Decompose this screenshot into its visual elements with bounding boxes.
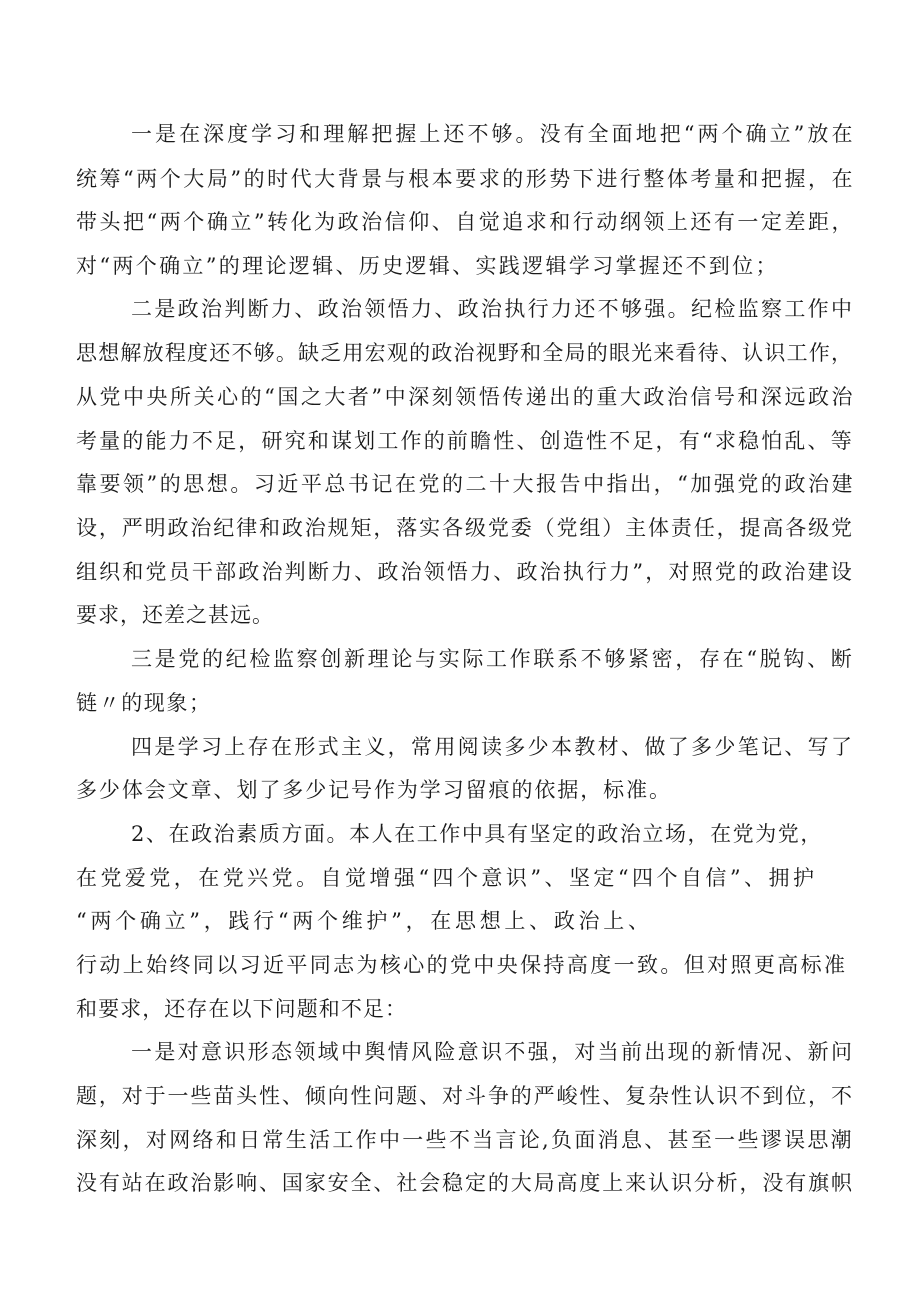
text-line: 统筹“两个大局”的时代大背景与根本要求的形势下进行整体考量和把握，在 bbox=[76, 167, 855, 191]
text-line: 2、在政治素质方面。本人在工作中具有坚定的政治立场，在党为党， bbox=[131, 822, 823, 846]
text-line: 题，对于一些苗头性、倾向性问题、对斗争的严峻性、复杂性认识不到位，不 bbox=[76, 1084, 854, 1108]
text-line: 设，严明政治纪律和政治规矩，落实各级党委（党组）主体责任，提高各级党 bbox=[76, 516, 854, 540]
text-line: 链〃的现象； bbox=[76, 691, 212, 715]
text-line: 四是学习上存在形式主义，常用阅读多少本教材、做了多少笔记、写了 bbox=[131, 735, 855, 759]
text-line: 三是党的纪检监察创新理论与实际工作联系不够紧密，存在“脱钩、断 bbox=[131, 647, 855, 671]
text-line: 在党爱党，在党兴党。自觉增强“四个意识”、坚定“四个自信”、拥护 bbox=[76, 866, 818, 890]
text-line: 一是对意识形态领域中舆情风险意识不强，对当前出现的新情况、新问 bbox=[131, 1040, 855, 1064]
text-line: 和要求，还存在以下问题和不足： bbox=[76, 997, 408, 1021]
text-line: 靠要领”的思想。习近平总书记在党的二十大报告中指出，“加强党的政治建 bbox=[76, 472, 855, 496]
text-line: 深刻，对网络和日常生活工作中一些不当言论,负面消息、甚至一些谬误思潮 bbox=[76, 1128, 854, 1152]
text-line: 没有站在政治影响、国家安全、社会稳定的大局高度上来认识分析，没有旗帜 bbox=[76, 1171, 854, 1195]
text-line: 考量的能力不足，研究和谋划工作的前瞻性、创造性不足，有“求稳怕乱、等 bbox=[76, 429, 854, 453]
text-line: 组织和党员干部政治判断力、政治领悟力、政治执行力”，对照党的政治建设 bbox=[76, 560, 854, 584]
text-line: 思想解放程度还不够。缺乏用宏观的政治视野和全局的眼光来看待、认识工作， bbox=[76, 341, 854, 365]
text-line: 对“两个确立”的理论逻辑、历史逻辑、实践逻辑学习掌握还不到位； bbox=[76, 254, 779, 278]
text-line: 多少体会文章、划了多少记号作为学习留痕的依据，标准。 bbox=[76, 778, 672, 802]
text-line: 带头把“两个确立”转化为政治信仰、自觉追求和行动纲领上还有一定差距， bbox=[76, 210, 855, 234]
text-line: “两个确立”，践行“两个维护”，在思想上、政治上、 bbox=[76, 909, 653, 933]
text-line: 二是政治判断力、政治领悟力、政治执行力还不够强。纪检监察工作中 bbox=[131, 297, 855, 321]
text-line: 行动上始终同以习近平同志为核心的党中央保持高度一致。但对照更高标准 bbox=[76, 953, 848, 977]
text-line: 要求，还差之甚远。 bbox=[76, 603, 274, 627]
text-line: 从党中央所关心的“国之大者”中深刻领悟传递出的重大政治信号和深远政治 bbox=[76, 385, 855, 409]
text-line: 一是在深度学习和理解把握上还不够。没有全面地把“两个确立”放在 bbox=[131, 122, 856, 146]
